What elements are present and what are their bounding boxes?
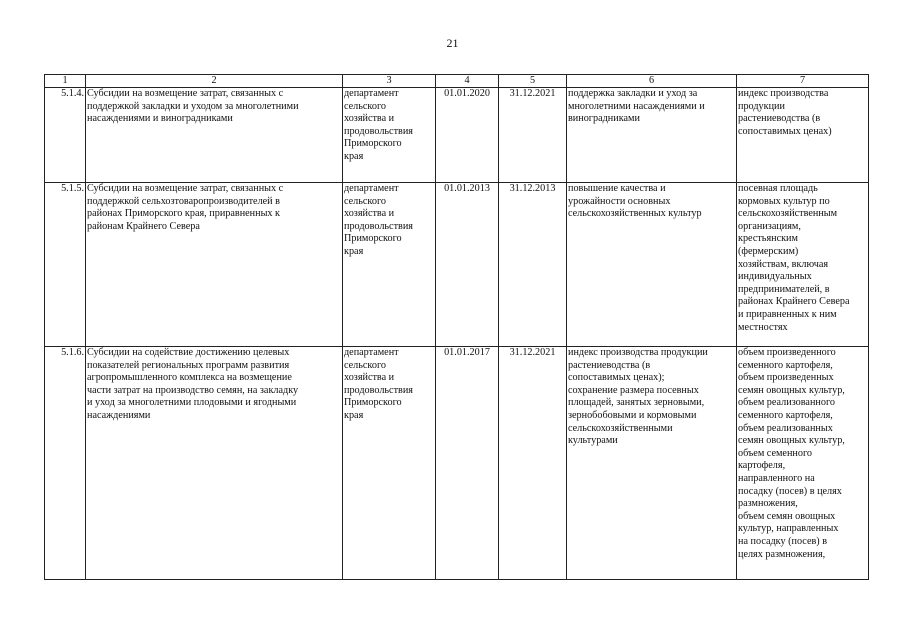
target-indicator: посевная площадь кормовых культур по сельскохозяйственным организациям, крестьянским (фермерским) хозяйствам, включая индивидуальных предпринимателей, в районах Крайнего Севера и приравненных к ним местностях [737, 183, 869, 347]
program-table [44, 74, 869, 580]
column-header: 7 [737, 75, 869, 88]
responsible-executor: департамент сельского хозяйства и продовольствия Приморского края [343, 347, 436, 580]
responsible-executor: департамент сельского хозяйства и продовольствия Приморского края [343, 183, 436, 347]
target-indicator: индекс производства продукции растениеводства (в сопоставимых ценах) [737, 88, 869, 183]
table-row [45, 347, 869, 580]
expected-result: индекс производства продукции растениеводства (в сопоставимых ценах); сохранение размера посевных площадей, занятых зерновыми, зернобобовыми и кормовыми сельскохозяйственными культурами [567, 347, 737, 580]
target-indicator: объем произведенного семенного картофеля, объем произведенных семян овощных культур, объем реализованного семенного картофеля, объем реализованных семян овощных культур, объем семенного картофеля, направленного на посадку (посев) в целях размножения, объем семян овощных культур, направленных на посадку (посев) в целях размножения, [737, 347, 869, 580]
expected-result: повышение качества и урожайности основных сельскохозяйственных культур [567, 183, 737, 347]
page-number: 21 [446, 36, 459, 50]
end-date: 31.12.2021 [499, 88, 567, 183]
column-header: 2 [86, 75, 343, 88]
responsible-executor: департамент сельского хозяйства и продовольствия Приморского края [343, 88, 436, 183]
table-row [45, 88, 869, 183]
end-date: 31.12.2021 [499, 347, 567, 580]
column-header: 4 [436, 75, 499, 88]
expected-result: поддержка закладки и уход за многолетними насаждениями и виноградниками [567, 88, 737, 183]
start-date: 01.01.2013 [436, 183, 499, 347]
table-header-row [45, 75, 869, 88]
column-header: 1 [45, 75, 86, 88]
column-header: 3 [343, 75, 436, 88]
start-date: 01.01.2020 [436, 88, 499, 183]
column-header: 5 [499, 75, 567, 88]
measure-name: Субсидии на содействие достижению целевых показателей региональных программ развития агропромышленного комплекса на возмещение части затрат на производство семян, на закладку и уход за многолетними плодовыми и ягодными насаждениями [86, 347, 343, 580]
measure-name: Субсидии на возмещение затрат, связанных с поддержкой сельхозтоваропроизводителей в районах Приморского края, приравненных к районам Крайнего Севера [86, 183, 343, 347]
row-number: 5.1.6. [45, 347, 86, 580]
end-date: 31.12.2013 [499, 183, 567, 347]
measure-name: Субсидии на возмещение затрат, связанных с поддержкой закладки и уходом за многолетними насаждениями и виноградниками [86, 88, 343, 183]
column-header: 6 [567, 75, 737, 88]
row-number: 5.1.5. [45, 183, 86, 347]
start-date: 01.01.2017 [436, 347, 499, 580]
table-row [45, 183, 869, 347]
row-number: 5.1.4. [45, 88, 86, 183]
